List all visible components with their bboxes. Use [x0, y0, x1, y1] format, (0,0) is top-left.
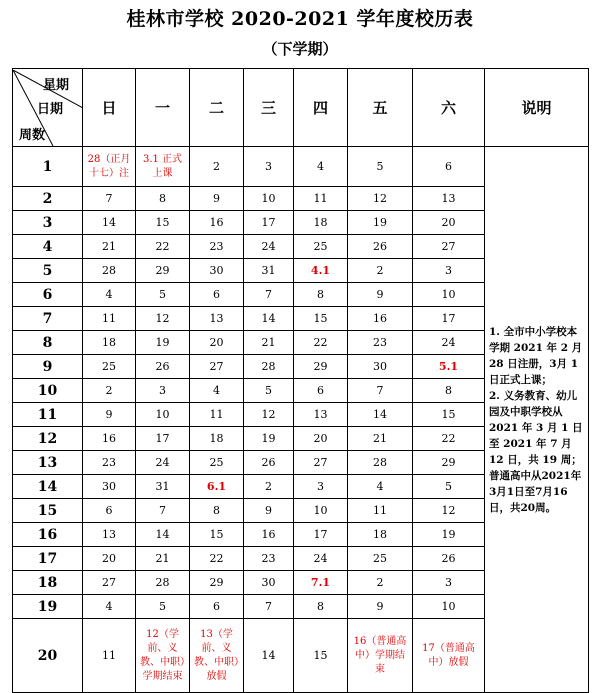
date-cell: 26 — [244, 451, 294, 475]
date-cell: 5 — [136, 283, 190, 307]
date-cell: 28 — [348, 451, 413, 475]
date-cell: 29 — [294, 355, 348, 379]
date-cell: 14 — [244, 307, 294, 331]
date-cell: 5 — [413, 475, 485, 499]
date-cell: 24 — [244, 235, 294, 259]
date-cell: 12 — [413, 499, 485, 523]
week-number: 6 — [13, 283, 83, 307]
date-cell: 21 — [348, 427, 413, 451]
date-cell: 12 — [348, 187, 413, 211]
date-cell: 2 — [348, 571, 413, 595]
corner-date-label: 日期 — [37, 101, 64, 117]
date-cell: 10 — [136, 403, 190, 427]
date-cell: 11 — [83, 619, 136, 693]
week-number: 8 — [13, 331, 83, 355]
date-cell: 15 — [294, 619, 348, 693]
week-number: 10 — [13, 379, 83, 403]
date-cell: 16（普通高中）学期结束 — [348, 619, 413, 693]
date-cell: 28 — [244, 355, 294, 379]
week-number: 16 — [13, 523, 83, 547]
date-cell: 18 — [83, 331, 136, 355]
day-header-sat: 六 — [413, 69, 485, 147]
date-cell: 19 — [244, 427, 294, 451]
date-cell: 16 — [348, 307, 413, 331]
date-cell: 20 — [83, 547, 136, 571]
date-cell: 25 — [294, 235, 348, 259]
date-cell: 21 — [244, 331, 294, 355]
date-cell: 7 — [348, 379, 413, 403]
date-cell: 22 — [294, 331, 348, 355]
date-cell: 30 — [83, 475, 136, 499]
date-cell: 11 — [83, 307, 136, 331]
date-cell: 11 — [190, 403, 244, 427]
date-cell: 28 — [136, 571, 190, 595]
date-cell: 4 — [190, 379, 244, 403]
date-cell: 17 — [294, 523, 348, 547]
date-cell: 27 — [294, 451, 348, 475]
date-cell: 23 — [244, 547, 294, 571]
date-cell: 19 — [413, 523, 485, 547]
date-cell: 30 — [348, 355, 413, 379]
date-cell: 7 — [244, 595, 294, 619]
date-cell: 25 — [348, 547, 413, 571]
date-cell: 9 — [190, 187, 244, 211]
date-cell: 8 — [294, 595, 348, 619]
date-cell: 14 — [348, 403, 413, 427]
date-cell: 3 — [244, 147, 294, 187]
date-cell: 27 — [190, 355, 244, 379]
week-number: 4 — [13, 235, 83, 259]
date-cell: 6.1 — [190, 475, 244, 499]
date-cell: 17（普通高中）放假 — [413, 619, 485, 693]
date-cell: 24 — [413, 331, 485, 355]
date-cell: 4 — [294, 147, 348, 187]
date-cell: 24 — [136, 451, 190, 475]
date-cell: 21 — [136, 547, 190, 571]
date-cell: 15 — [413, 403, 485, 427]
date-cell: 4 — [83, 595, 136, 619]
week-number: 3 — [13, 211, 83, 235]
date-cell: 5.1 — [413, 355, 485, 379]
date-cell: 23 — [190, 235, 244, 259]
week-number: 19 — [13, 595, 83, 619]
date-cell: 2 — [83, 379, 136, 403]
date-cell: 30 — [244, 571, 294, 595]
date-cell: 27 — [83, 571, 136, 595]
week-number: 7 — [13, 307, 83, 331]
date-cell: 2 — [244, 475, 294, 499]
date-cell: 30 — [190, 259, 244, 283]
date-cell: 6 — [190, 283, 244, 307]
date-cell: 16 — [190, 211, 244, 235]
day-header-wed: 三 — [244, 69, 294, 147]
date-cell: 13 — [83, 523, 136, 547]
week-number: 12 — [13, 427, 83, 451]
week-number: 9 — [13, 355, 83, 379]
date-cell: 22 — [190, 547, 244, 571]
date-cell: 24 — [294, 547, 348, 571]
date-cell: 12 — [136, 307, 190, 331]
date-cell: 8 — [413, 379, 485, 403]
date-cell: 3 — [136, 379, 190, 403]
date-cell: 19 — [136, 331, 190, 355]
date-cell: 29 — [413, 451, 485, 475]
date-cell: 11 — [294, 187, 348, 211]
date-cell: 13（学前、义教、中职）放假 — [190, 619, 244, 693]
note-item: 2. 义务教育、幼儿园及中职学校从 2021 年 3 月 1 日至 2021 年 7 月 12 日，共 19 周；普通高中从2021年3月1日至7月16日，共20周。 — [489, 389, 583, 514]
date-cell: 10 — [413, 283, 485, 307]
notes-header: 说明 — [485, 69, 589, 147]
date-cell: 17 — [413, 307, 485, 331]
week-number: 13 — [13, 451, 83, 475]
date-cell: 15 — [294, 307, 348, 331]
notes-cell — [485, 147, 589, 693]
date-cell: 6 — [294, 379, 348, 403]
date-cell: 25 — [190, 451, 244, 475]
date-cell: 10 — [244, 187, 294, 211]
date-cell: 7 — [136, 499, 190, 523]
date-cell: 8 — [190, 499, 244, 523]
date-cell: 14 — [136, 523, 190, 547]
date-cell: 13 — [294, 403, 348, 427]
date-cell: 3 — [413, 259, 485, 283]
date-cell: 4 — [348, 475, 413, 499]
date-cell: 7 — [83, 187, 136, 211]
date-cell: 22 — [136, 235, 190, 259]
date-cell: 26 — [136, 355, 190, 379]
date-cell: 6 — [83, 499, 136, 523]
note-item: 1. 全市中小学校本学期 2021 年 2 月 28 日注册，3月 1 日正式上课； — [489, 325, 583, 386]
date-cell: 22 — [413, 427, 485, 451]
date-cell: 8 — [136, 187, 190, 211]
date-cell: 20 — [413, 211, 485, 235]
table-row — [13, 147, 589, 187]
page-subtitle: （下学期） — [262, 40, 338, 58]
date-cell: 17 — [136, 427, 190, 451]
date-cell: 31 — [136, 475, 190, 499]
week-number: 5 — [13, 259, 83, 283]
corner-header — [13, 69, 83, 147]
date-cell: 18 — [294, 211, 348, 235]
date-cell: 5 — [136, 595, 190, 619]
date-cell: 4 — [83, 283, 136, 307]
date-cell: 3 — [294, 475, 348, 499]
date-cell: 5 — [244, 379, 294, 403]
day-header-thu: 四 — [294, 69, 348, 147]
date-cell: 4.1 — [294, 259, 348, 283]
date-cell: 6 — [413, 147, 485, 187]
date-cell: 2 — [190, 147, 244, 187]
week-number: 15 — [13, 499, 83, 523]
date-cell: 16 — [83, 427, 136, 451]
date-cell: 12 — [244, 403, 294, 427]
date-cell: 19 — [348, 211, 413, 235]
date-cell: 10 — [294, 499, 348, 523]
date-cell: 14 — [244, 619, 294, 693]
date-cell: 17 — [244, 211, 294, 235]
date-cell: 9 — [348, 595, 413, 619]
week-number: 1 — [13, 147, 83, 187]
date-cell: 15 — [136, 211, 190, 235]
week-number: 2 — [13, 187, 83, 211]
date-cell: 9 — [244, 499, 294, 523]
date-cell: 29 — [190, 571, 244, 595]
week-number: 11 — [13, 403, 83, 427]
date-cell: 13 — [413, 187, 485, 211]
corner-weekday-label: 星期 — [43, 77, 70, 93]
date-cell: 21 — [83, 235, 136, 259]
date-cell: 3 — [413, 571, 485, 595]
calendar-body — [13, 147, 589, 693]
date-cell: 14 — [83, 211, 136, 235]
corner-week-label: 周数 — [19, 127, 46, 143]
date-cell: 25 — [83, 355, 136, 379]
date-cell: 20 — [190, 331, 244, 355]
date-cell: 10 — [413, 595, 485, 619]
page-title: 桂林市学校 2020-2021 学年度校历表 — [126, 8, 474, 30]
date-cell: 28（正月十七）注 — [83, 147, 136, 187]
date-cell: 26 — [413, 547, 485, 571]
date-cell: 26 — [348, 235, 413, 259]
date-cell: 6 — [190, 595, 244, 619]
date-cell: 27 — [413, 235, 485, 259]
day-header-sun: 日 — [83, 69, 136, 147]
date-cell: 29 — [136, 259, 190, 283]
date-cell: 5 — [348, 147, 413, 187]
date-cell: 8 — [294, 283, 348, 307]
day-header-mon: 一 — [136, 69, 190, 147]
day-header-tue: 二 — [190, 69, 244, 147]
date-cell: 15 — [190, 523, 244, 547]
date-cell: 9 — [348, 283, 413, 307]
date-cell: 23 — [348, 331, 413, 355]
date-cell: 9 — [83, 403, 136, 427]
week-number: 18 — [13, 571, 83, 595]
week-number: 17 — [13, 547, 83, 571]
date-cell: 31 — [244, 259, 294, 283]
date-cell: 7.1 — [294, 571, 348, 595]
date-cell: 18 — [190, 427, 244, 451]
date-cell: 2 — [348, 259, 413, 283]
date-cell: 13 — [190, 307, 244, 331]
date-cell: 7 — [244, 283, 294, 307]
date-cell: 18 — [348, 523, 413, 547]
day-header-fri: 五 — [348, 69, 413, 147]
date-cell: 20 — [294, 427, 348, 451]
date-cell: 12（学前、义教、中职）学期结束 — [136, 619, 190, 693]
date-cell: 16 — [244, 523, 294, 547]
date-cell: 28 — [83, 259, 136, 283]
date-cell: 3.1 正式上课 — [136, 147, 190, 187]
date-cell: 23 — [83, 451, 136, 475]
week-number: 14 — [13, 475, 83, 499]
date-cell: 11 — [348, 499, 413, 523]
school-calendar-table — [12, 68, 589, 693]
week-number: 20 — [13, 619, 83, 693]
